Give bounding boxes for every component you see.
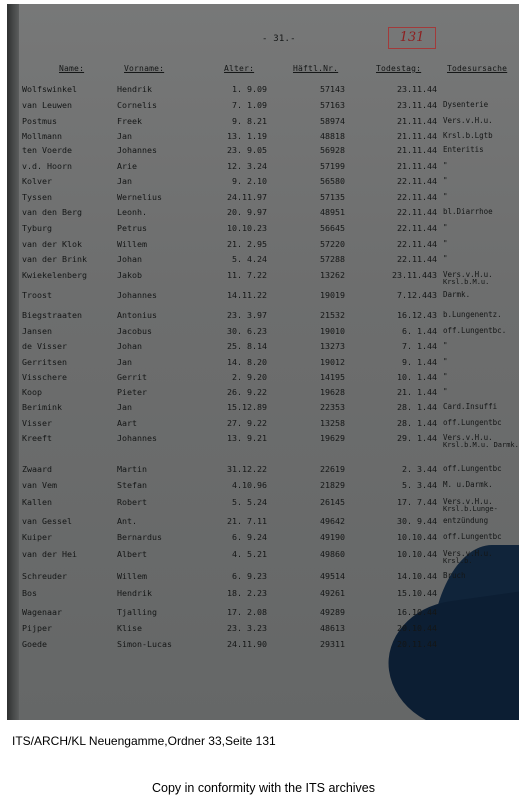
cell-prisoner-no: 21532	[320, 310, 345, 320]
cell-cause	[443, 100, 488, 109]
cell-prisoner-no: 29311	[320, 639, 345, 649]
cell-death-date: 22.11.44	[397, 223, 437, 233]
cell-name: Jansen	[22, 326, 52, 336]
cell-first-name: Antonius	[117, 310, 157, 320]
cell-name: v.d. Hoorn	[22, 161, 72, 171]
cell-name: Kuiper	[22, 532, 52, 542]
cause-line-1: M. u.Darmk.	[443, 480, 493, 489]
cell-death-date: 20.10.44	[397, 623, 437, 633]
header-age: Alter:	[224, 64, 255, 73]
cell-cause	[443, 223, 448, 232]
cell-cause	[443, 270, 493, 286]
cell-cause	[443, 402, 497, 411]
cell-cause	[443, 239, 448, 248]
cause-line-1: off.Lungentbc	[443, 532, 502, 541]
cell-death-date: 7. 1.44	[402, 341, 437, 351]
cell-prisoner-no: 49514	[320, 571, 345, 581]
cell-cause	[443, 341, 448, 350]
table-row	[7, 145, 519, 160]
cell-death-date: 21.11.44	[397, 131, 437, 141]
cell-prisoner-no: 56645	[320, 223, 345, 233]
cell-name: van Vem	[22, 480, 57, 490]
cell-first-name: Johan	[117, 254, 142, 264]
table-row	[7, 357, 519, 372]
cell-age: 4. 5.21	[232, 549, 267, 559]
cell-age: 10.10.23	[227, 223, 267, 233]
table-row	[7, 588, 519, 603]
cell-death-date: 21. 1.44	[397, 387, 437, 397]
cell-cause	[443, 480, 493, 489]
cell-name: Schreuder	[22, 571, 67, 581]
cell-age: 7. 1.09	[232, 100, 267, 110]
cell-first-name: Simon-Lucas	[117, 639, 172, 649]
cell-death-date: 29. 1.44	[397, 433, 437, 443]
cause-line-1: "	[443, 239, 448, 248]
cause-line-1: Vers.v.H.u.	[443, 116, 493, 125]
header-death-date: Todestag:	[376, 64, 422, 73]
cell-first-name: Leonh.	[117, 207, 147, 217]
cause-line-1: Darmk.	[443, 290, 471, 299]
cell-first-name: Bernardus	[117, 532, 162, 542]
cell-death-date: 22.11.44	[397, 207, 437, 217]
cell-first-name: Hendrik	[117, 588, 152, 598]
cell-death-date: 22.11.44	[397, 176, 437, 186]
cell-first-name: Johannes	[117, 290, 157, 300]
cause-line-1: "	[443, 387, 448, 396]
cell-prisoner-no: 13258	[320, 418, 345, 428]
cause-line-2: Krsl.b.Lunge-	[443, 505, 498, 513]
cause-line-1: off.Lungentbc	[443, 418, 502, 427]
cause-line-1: "	[443, 372, 448, 381]
cell-name: van der Hei	[22, 549, 77, 559]
table-row	[7, 176, 519, 191]
cell-death-date: 2. 3.44	[402, 464, 437, 474]
cell-cause	[443, 254, 448, 263]
cell-death-date: 6. 1.44	[402, 326, 437, 336]
table-row	[7, 571, 519, 586]
document-scan	[7, 4, 519, 720]
cell-age: 5. 5.24	[232, 497, 267, 507]
cell-prisoner-no: 48951	[320, 207, 345, 217]
cell-death-date: 14.10.44	[397, 571, 437, 581]
cell-death-date: 10.10.44	[397, 532, 437, 542]
cell-cause	[443, 497, 498, 513]
cell-death-date: 21.11.44	[397, 145, 437, 155]
cell-name: Koop	[22, 387, 42, 397]
cell-cause	[443, 176, 448, 185]
cell-death-date: 21.11.44	[397, 161, 437, 171]
table-row	[7, 207, 519, 222]
cell-first-name: Arie	[117, 161, 137, 171]
cause-line-1: Vers.v.H.u.	[443, 433, 493, 442]
cell-death-date: 15.10.44	[397, 588, 437, 598]
cell-name: Zwaard	[22, 464, 52, 474]
cell-first-name: Jakob	[117, 270, 142, 280]
cell-name: Wagenaar	[22, 607, 62, 617]
cell-age: 26. 9.22	[227, 387, 267, 397]
table-row	[7, 254, 519, 269]
cell-prisoner-no: 21829	[320, 480, 345, 490]
cause-line-1: "	[443, 192, 448, 201]
cell-name: van den Berg	[22, 207, 82, 217]
cell-name: Berimink	[22, 402, 62, 412]
cell-age: 5. 4.24	[232, 254, 267, 264]
cell-age: 6. 9.24	[232, 532, 267, 542]
cell-death-date: 22.11.44	[397, 239, 437, 249]
cell-age: 13. 1.19	[227, 131, 267, 141]
cell-prisoner-no: 49261	[320, 588, 345, 598]
table-row	[7, 516, 519, 531]
cause-line-1: Enteritis	[443, 145, 484, 154]
cause-line-1: Card.Insuffi	[443, 402, 498, 411]
cell-age: 11. 7.22	[227, 270, 267, 280]
cell-prisoner-no: 58974	[320, 116, 345, 126]
archive-caption: ITS/ARCH/KL Neuengamme,Ordner 33,Seite 131	[12, 734, 276, 748]
cause-line-1: Vers.v.H.u.	[443, 270, 493, 279]
cell-prisoner-no: 19019	[320, 290, 345, 300]
cell-cause	[443, 516, 488, 525]
cause-line-2: Krsl.b.M.u. Darmk.	[443, 441, 519, 449]
cell-cause	[443, 418, 502, 427]
cell-age: 9. 8.21	[232, 116, 267, 126]
cell-name: Mollmann	[22, 131, 62, 141]
cell-name: van Leuwen	[22, 100, 72, 110]
page-number: - 31.-	[262, 34, 296, 44]
cell-age: 31.12.22	[227, 464, 267, 474]
cell-first-name: Petrus	[117, 223, 147, 233]
table-row	[7, 290, 519, 305]
header-prisoner-no: Häftl.Nr.	[293, 64, 339, 73]
table-row	[7, 639, 519, 654]
cell-prisoner-no: 49642	[320, 516, 345, 526]
table-row	[7, 116, 519, 131]
cause-line-1: "	[443, 223, 448, 232]
cell-name: ten Voerde	[22, 145, 72, 155]
cause-line-1: off.Lungentbc.	[443, 326, 507, 335]
copy-notice: Copy in conformity with the ITS archives	[152, 781, 375, 795]
cell-age: 17. 2.08	[227, 607, 267, 617]
cell-cause	[443, 131, 493, 140]
cell-name: Wolfswinkel	[22, 84, 77, 94]
cell-name: Bos	[22, 588, 37, 598]
table-row	[7, 532, 519, 547]
cell-name: Biegstraaten	[22, 310, 82, 320]
cell-cause	[443, 116, 493, 125]
cell-cause	[443, 464, 502, 473]
cell-first-name: Gerrit	[117, 372, 147, 382]
table-row	[7, 418, 519, 433]
cell-cause	[443, 532, 502, 541]
table-row	[7, 84, 519, 99]
cell-name: Kolver	[22, 176, 52, 186]
cell-age: 14.11.22	[227, 290, 267, 300]
cell-name: Gerritsen	[22, 357, 67, 367]
cell-prisoner-no: 57288	[320, 254, 345, 264]
cause-line-1: b.Lungenentz.	[443, 310, 502, 319]
cause-line-1: bl.Diarrhoe	[443, 207, 493, 216]
cell-cause	[443, 161, 448, 170]
cause-line-1: "	[443, 357, 448, 366]
cell-cause	[443, 290, 470, 299]
cause-line-1: off.Lungentbc	[443, 464, 502, 473]
cause-line-1: Krsl.b.Lgtb	[443, 131, 493, 140]
cell-name: Postmus	[22, 116, 57, 126]
cell-prisoner-no: 19628	[320, 387, 345, 397]
cell-name: van der Klok	[22, 239, 82, 249]
table-row	[7, 192, 519, 207]
cell-cause	[443, 372, 448, 381]
archive-stamp: 131	[388, 27, 436, 49]
table-row	[7, 464, 519, 479]
cell-death-date: 30. 9.44	[397, 516, 437, 526]
cell-cause	[443, 310, 502, 319]
cell-death-date: 28. 1.44	[397, 402, 437, 412]
cause-line-1: Bruch	[443, 571, 466, 580]
cell-age: 4.10.96	[232, 480, 267, 490]
cell-prisoner-no: 49289	[320, 607, 345, 617]
cell-first-name: Aart	[117, 418, 137, 428]
cell-first-name: Martin	[117, 464, 147, 474]
cell-first-name: Willem	[117, 239, 147, 249]
cell-age: 24.11.90	[227, 639, 267, 649]
table-row	[7, 270, 519, 285]
cell-prisoner-no: 26145	[320, 497, 345, 507]
cell-prisoner-no: 19010	[320, 326, 345, 336]
cell-name: Troost	[22, 290, 52, 300]
cell-cause	[443, 145, 484, 154]
cell-death-date: 17. 7.44	[397, 497, 437, 507]
cell-prisoner-no: 49860	[320, 549, 345, 559]
table-row	[7, 100, 519, 115]
cell-death-date: 10. 1.44	[397, 372, 437, 382]
cell-name: Goede	[22, 639, 47, 649]
cell-age: 23. 9.05	[227, 145, 267, 155]
cell-first-name: Willem	[117, 571, 147, 581]
cell-age: 21. 2.95	[227, 239, 267, 249]
header-cause: Todesursache	[447, 64, 508, 73]
cell-name: van der Brink	[22, 254, 87, 264]
cell-name: Kallen	[22, 497, 52, 507]
cell-name: Pijper	[22, 623, 52, 633]
cell-death-date: 22.11.44	[397, 192, 437, 202]
cell-prisoner-no: 48818	[320, 131, 345, 141]
cell-name: Kwiekelenberg	[22, 270, 87, 280]
table-row	[7, 326, 519, 341]
table-row	[7, 223, 519, 238]
cell-death-date: 22.11.44	[397, 254, 437, 264]
cell-first-name: Wernelius	[117, 192, 162, 202]
cell-first-name: Ant.	[117, 516, 137, 526]
cell-death-date: 23.11.44	[397, 84, 437, 94]
table-row	[7, 402, 519, 417]
table-row	[7, 607, 519, 622]
cell-first-name: Jan	[117, 131, 132, 141]
cell-cause	[443, 357, 448, 366]
table-row	[7, 239, 519, 254]
cell-prisoner-no: 14195	[320, 372, 345, 382]
cell-first-name: Klise	[117, 623, 142, 633]
cell-first-name: Pieter	[117, 387, 147, 397]
cell-prisoner-no: 49190	[320, 532, 345, 542]
cell-age: 1. 9.09	[232, 84, 267, 94]
cause-line-2: Krsl.b.M.u.	[443, 278, 490, 286]
cell-first-name: Jacobus	[117, 326, 152, 336]
cell-prisoner-no: 56580	[320, 176, 345, 186]
cause-line-1: Vers.v.H.u.	[443, 549, 493, 558]
table-row	[7, 131, 519, 146]
cell-age: 23. 3.23	[227, 623, 267, 633]
cell-prisoner-no: 57143	[320, 84, 345, 94]
cell-name: van Gessel	[22, 516, 72, 526]
table-row	[7, 387, 519, 402]
cell-prisoner-no: 13262	[320, 270, 345, 280]
cell-age: 18. 2.23	[227, 588, 267, 598]
table-row	[7, 341, 519, 356]
cell-death-date: 10.10.44	[397, 549, 437, 559]
cell-cause	[443, 326, 506, 335]
cell-age: 27. 9.22	[227, 418, 267, 428]
cell-prisoner-no: 22353	[320, 402, 345, 412]
cell-first-name: Hendrik	[117, 84, 152, 94]
cell-prisoner-no: 57220	[320, 239, 345, 249]
cell-first-name: Jan	[117, 176, 132, 186]
cell-age: 21. 7.11	[227, 516, 267, 526]
cause-line-1: Vers.v.H.u.	[443, 497, 493, 506]
cell-death-date: 23.11.443	[392, 270, 437, 280]
cell-first-name: Tjalling	[117, 607, 157, 617]
table-row	[7, 623, 519, 638]
cell-prisoner-no: 57163	[320, 100, 345, 110]
cell-death-date: 20.11.44	[397, 639, 437, 649]
cell-prisoner-no: 19012	[320, 357, 345, 367]
cell-cause	[443, 192, 448, 201]
cell-death-date: 23.11.44	[397, 100, 437, 110]
cell-age: 15.12.89	[227, 402, 267, 412]
cause-line-1: "	[443, 161, 448, 170]
cell-age: 6. 9.23	[232, 571, 267, 581]
cause-line-2: Krsl.b.	[443, 557, 473, 565]
cell-first-name: Albert	[117, 549, 147, 559]
cell-age: 25. 8.14	[227, 341, 267, 351]
cell-prisoner-no: 57199	[320, 161, 345, 171]
cell-death-date: 21.11.44	[397, 116, 437, 126]
cell-age: 30. 6.23	[227, 326, 267, 336]
cell-name: Kreeft	[22, 433, 52, 443]
cell-first-name: Stefan	[117, 480, 147, 490]
cell-cause	[443, 387, 448, 396]
cell-prisoner-no: 13273	[320, 341, 345, 351]
cell-cause	[443, 207, 493, 216]
table-row	[7, 480, 519, 495]
cell-first-name: Freek	[117, 116, 142, 126]
cell-death-date: 28. 1.44	[397, 418, 437, 428]
cell-prisoner-no: 48613	[320, 623, 345, 633]
cell-death-date: 5. 3.44	[402, 480, 437, 490]
cell-age: 23. 3.97	[227, 310, 267, 320]
cell-prisoner-no: 22619	[320, 464, 345, 474]
cell-age: 2. 9.20	[232, 372, 267, 382]
cell-first-name: Cornelis	[117, 100, 157, 110]
cell-name: Visschere	[22, 372, 67, 382]
cell-age: 13. 9.21	[227, 433, 267, 443]
cell-cause	[443, 549, 493, 565]
cell-death-date: 16.10.44	[397, 607, 437, 617]
header-first-name: Vorname:	[124, 64, 165, 73]
cell-name: Tyburg	[22, 223, 52, 233]
cell-first-name: Johannes	[117, 145, 157, 155]
cause-line-1: "	[443, 341, 448, 350]
cell-name: de Visser	[22, 341, 67, 351]
table-row	[7, 497, 519, 512]
table-row	[7, 433, 519, 448]
cell-death-date: 7.12.443	[397, 290, 437, 300]
cell-prisoner-no: 56928	[320, 145, 345, 155]
cause-line-1: "	[443, 176, 448, 185]
cell-age: 20. 9.97	[227, 207, 267, 217]
cell-age: 12. 3.24	[227, 161, 267, 171]
cell-age: 9. 2.10	[232, 176, 267, 186]
cell-cause	[443, 433, 519, 449]
cell-prisoner-no: 57135	[320, 192, 345, 202]
table-row	[7, 161, 519, 176]
cell-cause	[443, 571, 466, 580]
cell-first-name: Robert	[117, 497, 147, 507]
cell-death-date: 9. 1.44	[402, 357, 437, 367]
cell-death-date: 16.12.43	[397, 310, 437, 320]
cell-age: 24.11.97	[227, 192, 267, 202]
table-row	[7, 310, 519, 325]
cell-name: Visser	[22, 418, 52, 428]
cause-line-1: "	[443, 254, 448, 263]
table-row	[7, 372, 519, 387]
cell-first-name: Johan	[117, 341, 142, 351]
cell-prisoner-no: 19629	[320, 433, 345, 443]
cause-line-1: Dysenterie	[443, 100, 489, 109]
cell-first-name: Jan	[117, 357, 132, 367]
cell-first-name: Johannes	[117, 433, 157, 443]
header-name: Name:	[59, 64, 85, 73]
table-row	[7, 549, 519, 564]
cell-first-name: Jan	[117, 402, 132, 412]
cell-name: Tyssen	[22, 192, 52, 202]
cause-line-1: entzündung	[443, 516, 489, 525]
cell-age: 14. 8.20	[227, 357, 267, 367]
